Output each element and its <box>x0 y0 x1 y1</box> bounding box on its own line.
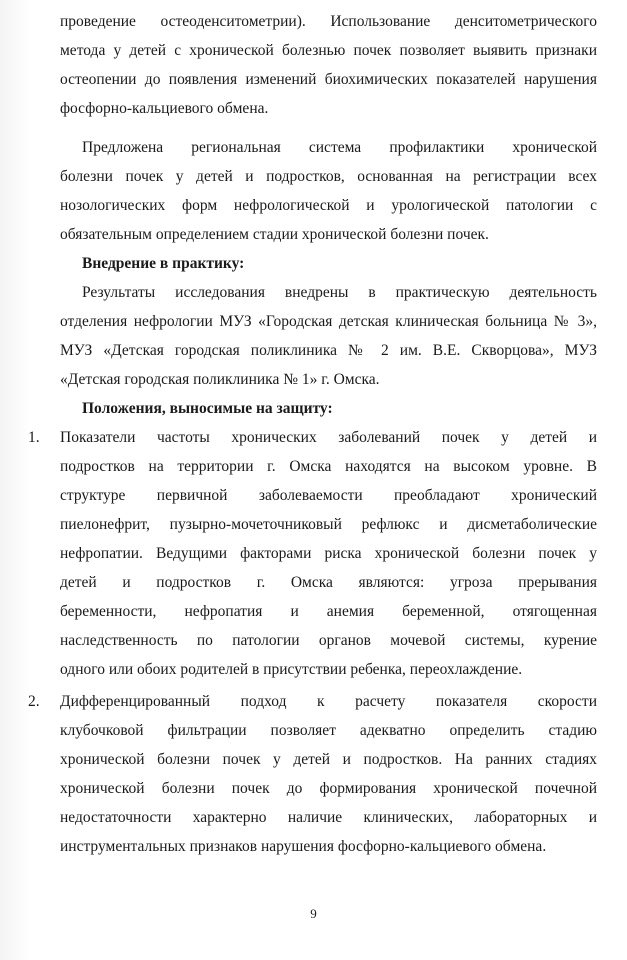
para1-line: метода у детей с хронической болезнью почек позволяет выявить признаки <box>60 42 597 59</box>
list-item-number: 2. <box>28 693 40 710</box>
page-number: 9 <box>310 906 317 921</box>
list-item-line: беременности, нефропатия и анемия беременной, отягощенная <box>60 603 597 620</box>
para3-line: отделения нефрологии МУЗ «Городская детская клиническая больница № 3», <box>60 313 597 330</box>
list-item-line: Дифференцированный подход к расчету показателя скорости <box>60 693 597 710</box>
para3-line: МУЗ «Детская городская поликлиника № 2 им. В.Е. Скворцова», МУЗ <box>60 342 597 359</box>
list-item-line: недостаточности характерно наличие клинических, лабораторных и <box>60 809 597 826</box>
para3-line: «Детская городская поликлиника № 1» г. Омска. <box>60 371 380 388</box>
list-item-line: одного или обоих родителей в присутствии ребенка, переохлаждение. <box>60 661 523 678</box>
list-item-number: 1. <box>28 429 40 446</box>
list-item-line: структуре первичной заболеваемости преобладают хронический <box>60 487 597 504</box>
list-item-line: подростков на территории г. Омска находятся на высоком уровне. В <box>60 458 597 475</box>
para1-line: проведение остеоденситометрии). Использование денситометрического <box>60 13 597 30</box>
list-item-line: хронической болезни почек до формирования хронической почечной <box>60 780 597 797</box>
list-item-line: клубочковой фильтрации позволяет адекватно определить стадию <box>60 722 597 739</box>
scan-shadow <box>0 0 30 960</box>
para2-line: обязательным определением стадии хронической болезни почек. <box>60 226 489 243</box>
heading-defense: Положения, выносимые на защиту: <box>82 400 333 417</box>
para2-line: болезни почек у детей и подростков, основанная на регистрации всех <box>60 168 597 185</box>
list-item-line: детей и подростков г. Омска являются: угроза прерывания <box>60 574 597 591</box>
list-item-line: инструментальных признаков нарушения фосфорно-кальциевого обмена. <box>60 838 547 855</box>
para3-line: Результаты исследования внедрены в практическую деятельность <box>82 284 597 301</box>
list-item-line: хронической болезни почек у детей и подростков. На ранних стадиях <box>60 751 597 768</box>
para1-line: остеопении до появления изменений биохимических показателей нарушения <box>60 71 597 88</box>
list-item-line: наследственность по патологии органов мочевой системы, курение <box>60 632 597 649</box>
para2-line: Предложена региональная система профилактики хронической <box>82 139 597 156</box>
para1-line: фосфорно-кальциевого обмена. <box>60 100 269 117</box>
heading-practice: Внедрение в практику: <box>82 255 245 272</box>
list-item-line: пиелонефрит, пузырно-мочеточниковый рефлюкс и дисметаболические <box>60 516 597 533</box>
list-item-line: Показатели частоты хронических заболеваний почек у детей и <box>60 429 597 446</box>
para2-line: нозологических форм нефрологической и урологической патологии с <box>60 197 597 214</box>
list-item-line: нефропатии. Ведущими факторами риска хронической болезни почек у <box>60 545 597 562</box>
